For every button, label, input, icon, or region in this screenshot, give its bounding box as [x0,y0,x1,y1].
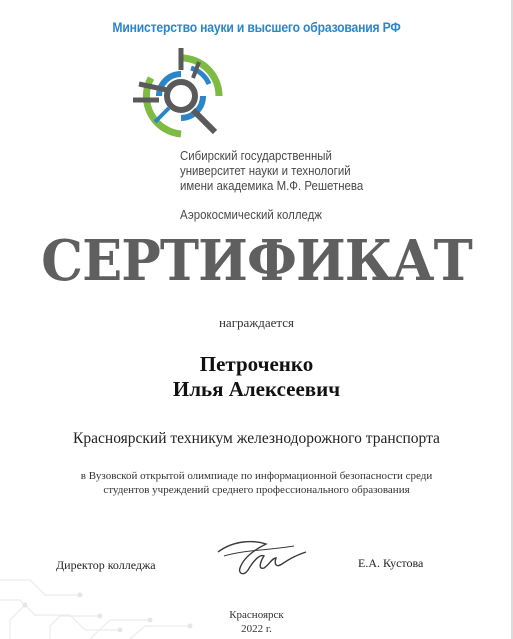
university-name [180,148,363,193]
director-name: Е.А. Кустова [358,556,424,570]
event-line: студентов учреждений среднего профессионального образования [103,484,410,496]
event-line: в Вузовской открытой олимпиаде по информационной безопасности среди [80,470,433,482]
recipient-given-names: Илья Алексеевич [172,377,341,401]
recipient-organization: Красноярский техникум железнодорожного транспорта [73,430,440,447]
university-name-line: университет науки и технологий [180,163,351,178]
handwritten-signature [214,534,310,580]
footer-year: 2022 г. [241,623,272,635]
certificate-title: СЕРТИФИКАТ [41,228,472,294]
ministry-name: Министерство науки и высшего образования РФ [112,20,401,35]
footer-city: Красноярск [229,609,284,621]
awarded-text: награждается [218,315,295,330]
recipient-name [0,352,513,402]
college-name: Аэрокосмический колледж [180,207,322,222]
director-role: Директор колледжа [56,558,156,572]
university-name-line: имени академика М.Ф. Решетнева [180,178,364,193]
university-logo-icon [133,48,229,144]
university-name-line: Сибирский государственный [180,148,332,163]
event-description [0,469,513,497]
footer-city-year [0,608,513,636]
recipient-surname: Петроченко [199,352,314,376]
